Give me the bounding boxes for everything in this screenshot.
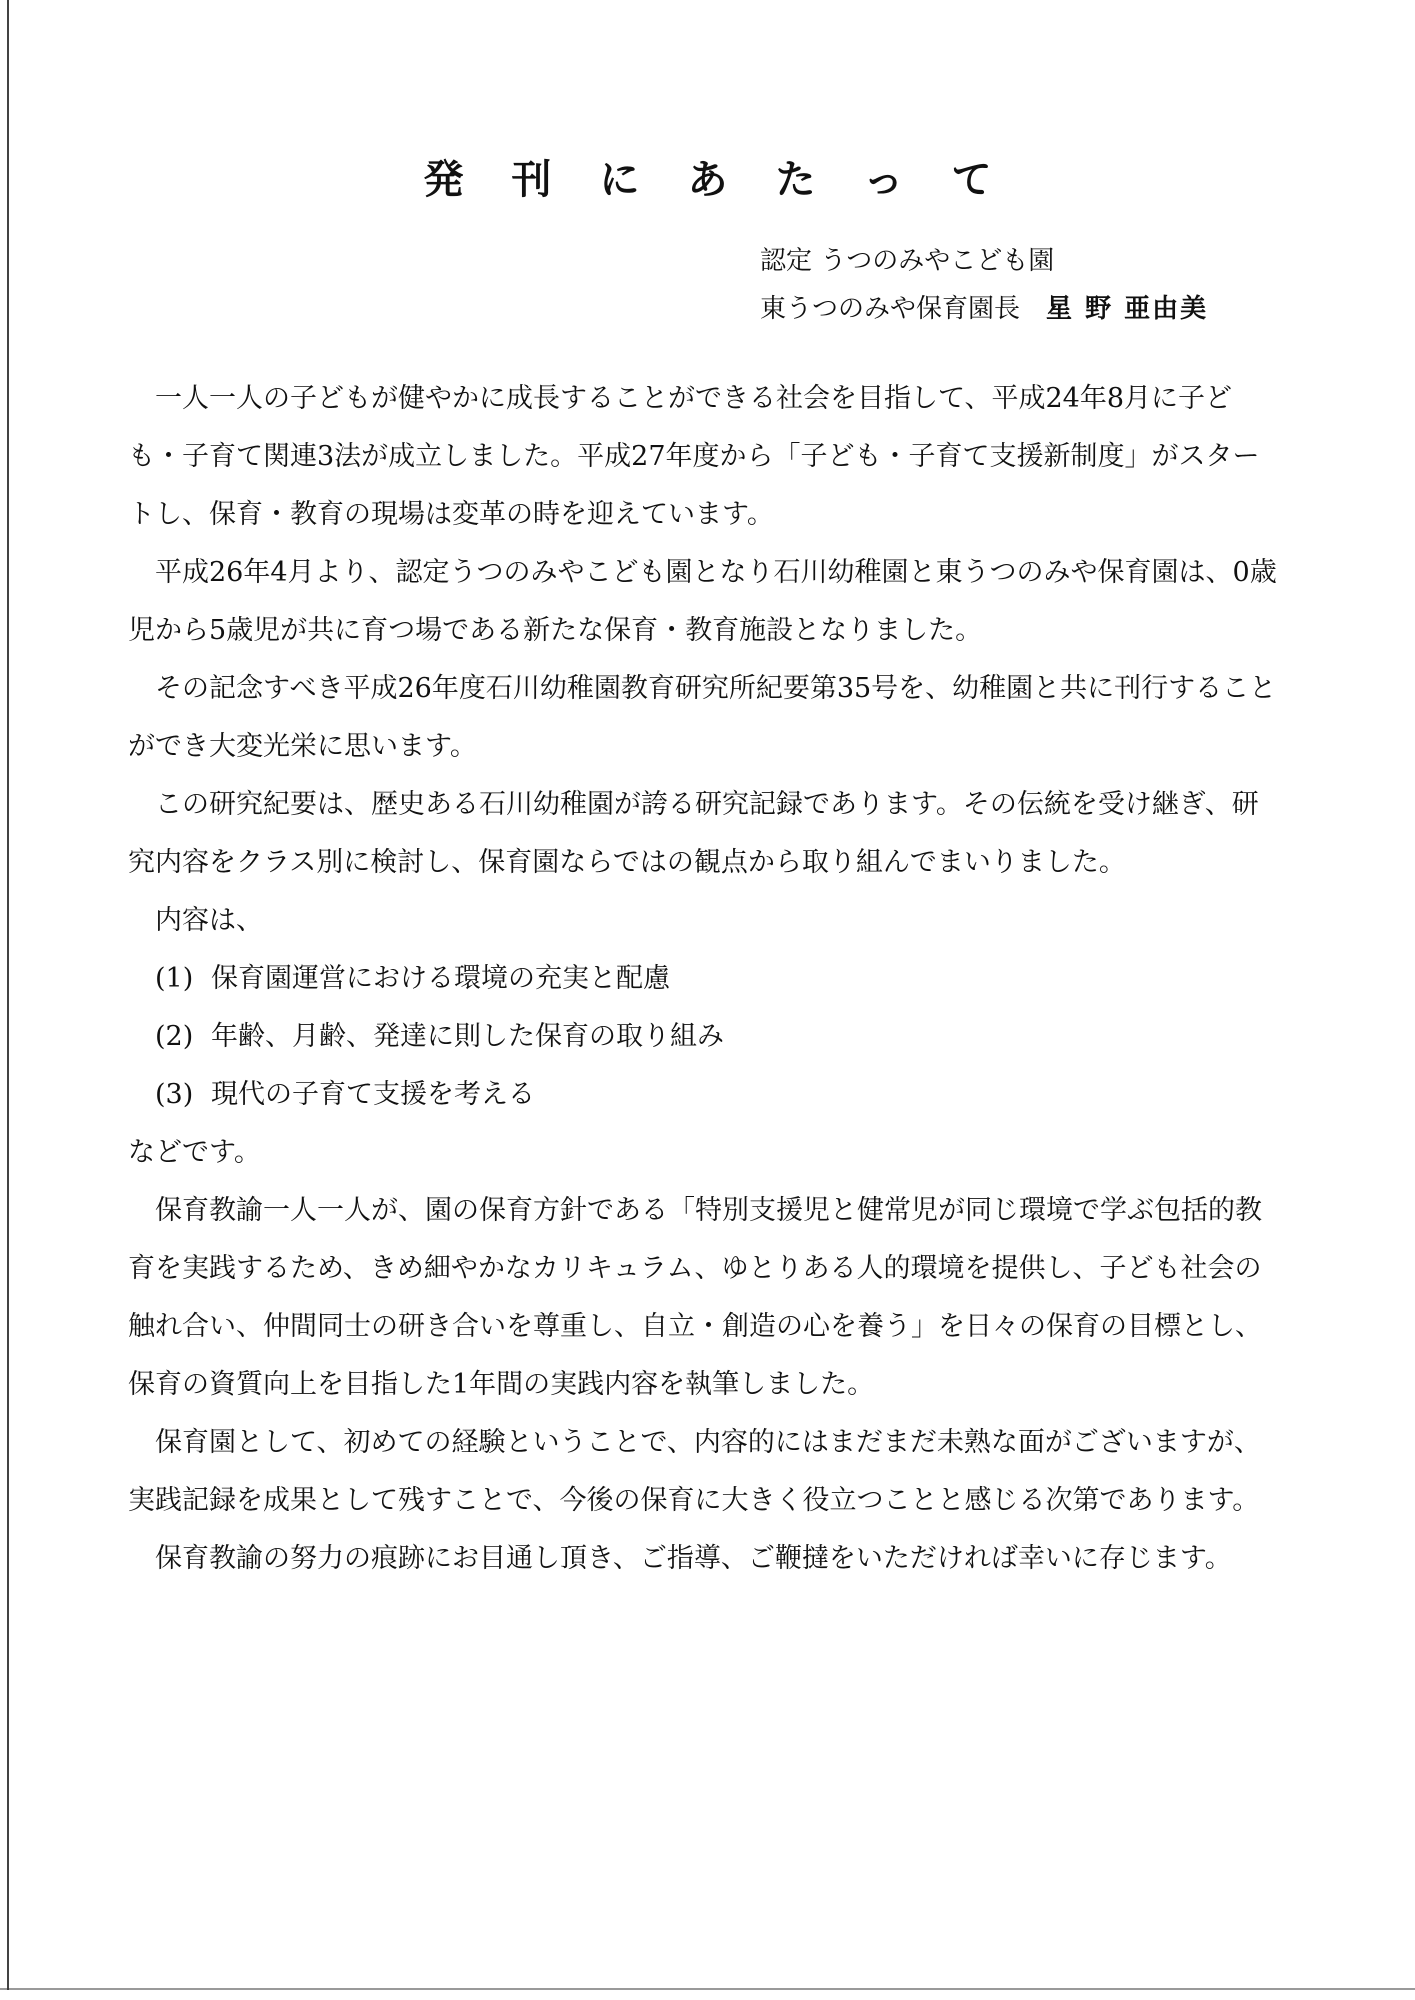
list-item xyxy=(128,950,1278,1008)
paragraph-9: 保育教諭の努力の痕跡にお目通し頂き、ご指導、ご鞭撻をいただければ幸いに存じます。 xyxy=(155,1543,1232,1574)
list-text: 現代の子育て支援を考える xyxy=(211,1079,535,1110)
list-text: 年齢、月齢、発達に則した保育の取り組み xyxy=(211,1021,724,1052)
paragraph-6: などです。 xyxy=(128,1137,261,1168)
paragraph-5: 内容は、 xyxy=(155,905,263,936)
page-title: 発刊にあたって xyxy=(423,156,1040,203)
paragraph-2: 平成26年4月より、認定うつのみやこども園となり石川幼稚園と東うつのみや保育園は、0歳児から5歳児が共に育つ場である新たな保育・教育施設となりました。 xyxy=(128,557,1277,646)
scan-edge-line xyxy=(7,0,9,1990)
paragraph-3: その記念すべき平成26年度石川幼稚園教育研究所紀要第35号を、幼稚園と共に刊行することができ大変光栄に思います。 xyxy=(128,673,1277,762)
author-name: 星 野 亜由美 xyxy=(1046,294,1209,324)
paragraph-1: 一人一人の子どもが健やかに成長することができる社会を目指して、平成24年8月に子ども・子育て関連3法が成立しました。平成27年度から「子ども・子育て支援新制度」がスタートし、保育・教育の現場は変革の時を迎えています。 xyxy=(128,383,1260,530)
paragraph-4: この研究紀要は、歴史ある石川幼稚園が誇る研究記録であります。その伝統を受け継ぎ、研究内容をクラス別に検討し、保育園ならではの観点から取り組んでまいりました。 xyxy=(128,789,1259,878)
list-number: (3) xyxy=(155,1079,194,1110)
paragraph-7: 保育教諭一人一人が、園の保育方針である「特別支援児と健常児が同じ環境で学ぶ包括的教育を実践するため、きめ細やかなカリキュラム、ゆとりある人的環境を提供し、子ども社会の触れ合い、仲間同士の研き合いを尊重し、自立・創造の心を養う」を日々の保育の目標とし、保育の資質向上を目指した1年間の実践内容を執筆しました。 xyxy=(128,1195,1262,1400)
list-item xyxy=(128,1066,1278,1124)
affiliation-text-1: 認定 うつのみやこども園 xyxy=(760,246,1055,276)
affiliation-text-2: 東うつのみや保育園長 xyxy=(760,294,1021,324)
list-item xyxy=(128,1008,1278,1066)
author-affiliation-2 xyxy=(760,288,1208,325)
list-text: 保育園運営における環境の充実と配慮 xyxy=(211,963,670,994)
list-number: (2) xyxy=(155,1021,194,1052)
author-affiliation-1 xyxy=(760,240,1054,277)
contents-list xyxy=(128,950,1278,1124)
body-text xyxy=(128,370,1278,1588)
list-number: (1) xyxy=(155,963,194,994)
paragraph-8: 保育園として、初めての経験ということで、内容的にはまだまだ未熟な面がございますが、実践記録を成果として残すことで、今後の保育に大きく役立つことと感じる次第であります。 xyxy=(128,1427,1261,1516)
scan-bottom-line xyxy=(0,1988,1415,1990)
